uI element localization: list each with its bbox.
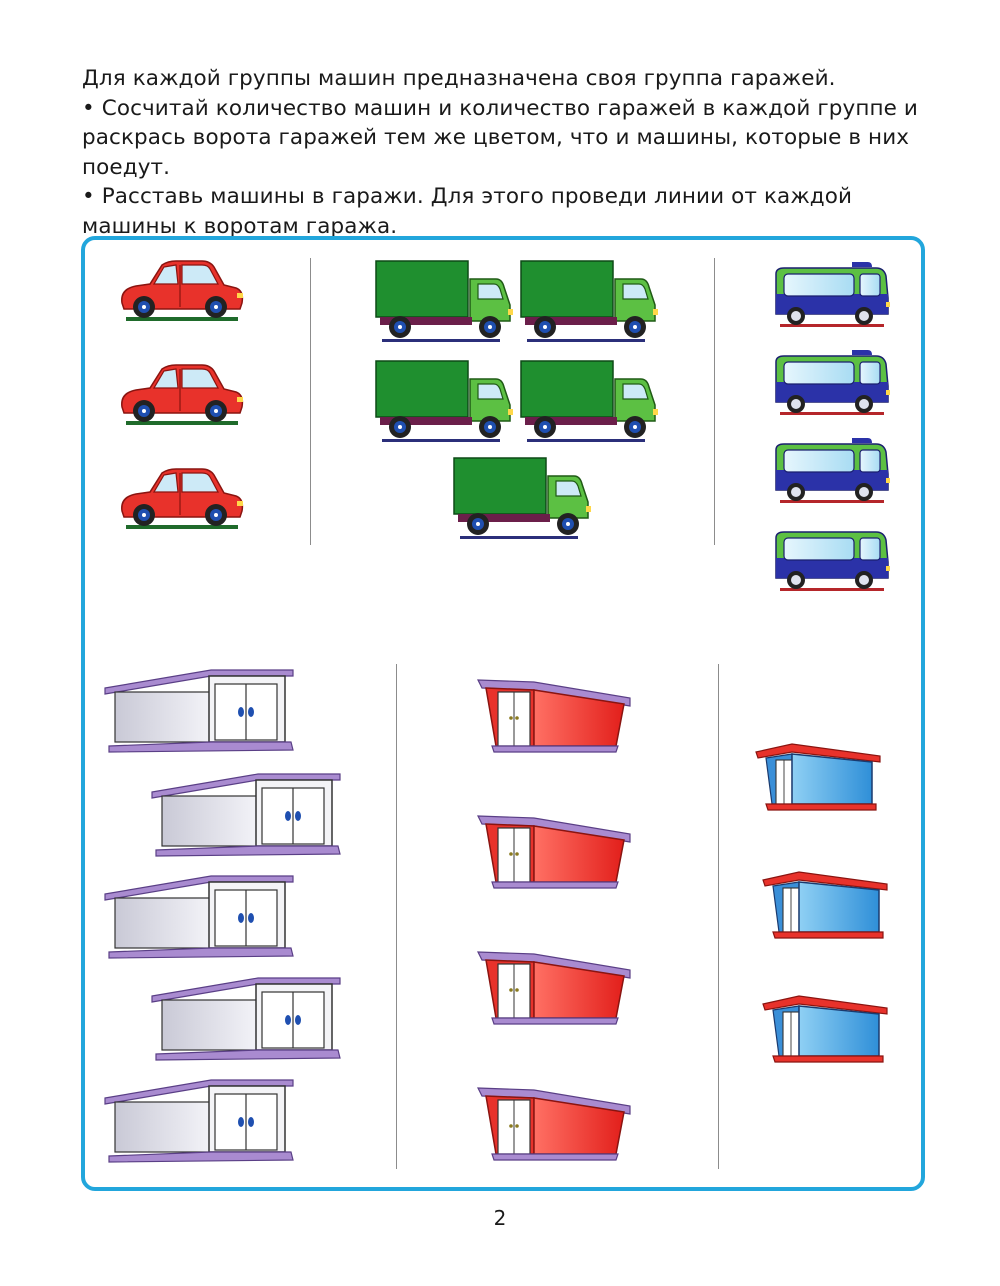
big-garage [101,664,301,756]
divider-big-red-garages [396,664,397,1169]
instruction-draw-lines: • Расставь машины в гаражи. Для этого проведи линии от каждой машины к воротам гаража. [82,184,853,239]
green-truck [374,259,514,345]
instructions [82,64,932,241]
big-garage [101,1074,301,1166]
green-truck [519,359,659,445]
red-car [116,465,246,531]
divider-cars-trucks [310,258,311,545]
green-truck [519,259,659,345]
red-garage [474,1084,636,1164]
blue-garage [759,994,895,1064]
red-car [116,361,246,427]
divider-trucks-buses [714,258,715,545]
blue-garage [759,870,895,940]
red-garage [474,948,636,1028]
divider-red-blue-garages [718,664,719,1169]
big-garage [101,870,301,962]
green-truck [452,456,592,542]
instruction-intro: Для каждой группы машин предназначена своя группа гаражей. [82,66,836,91]
red-car [116,257,246,323]
big-garage [148,768,348,860]
red-garage [474,812,636,892]
big-garage [148,972,348,1064]
red-garage [474,676,636,756]
blue-bus [772,434,892,506]
blue-bus [772,258,892,330]
page-number: 2 [493,1206,507,1230]
blue-bus [772,522,892,594]
instruction-count-and-color: • Сосчитай количество машин и количество гаражей в каждой группе и раскрась ворота гаражей тем же цветом, что и машины, которые в них поедут. [82,95,918,180]
green-truck [374,359,514,445]
blue-garage [752,742,888,812]
blue-bus [772,346,892,418]
